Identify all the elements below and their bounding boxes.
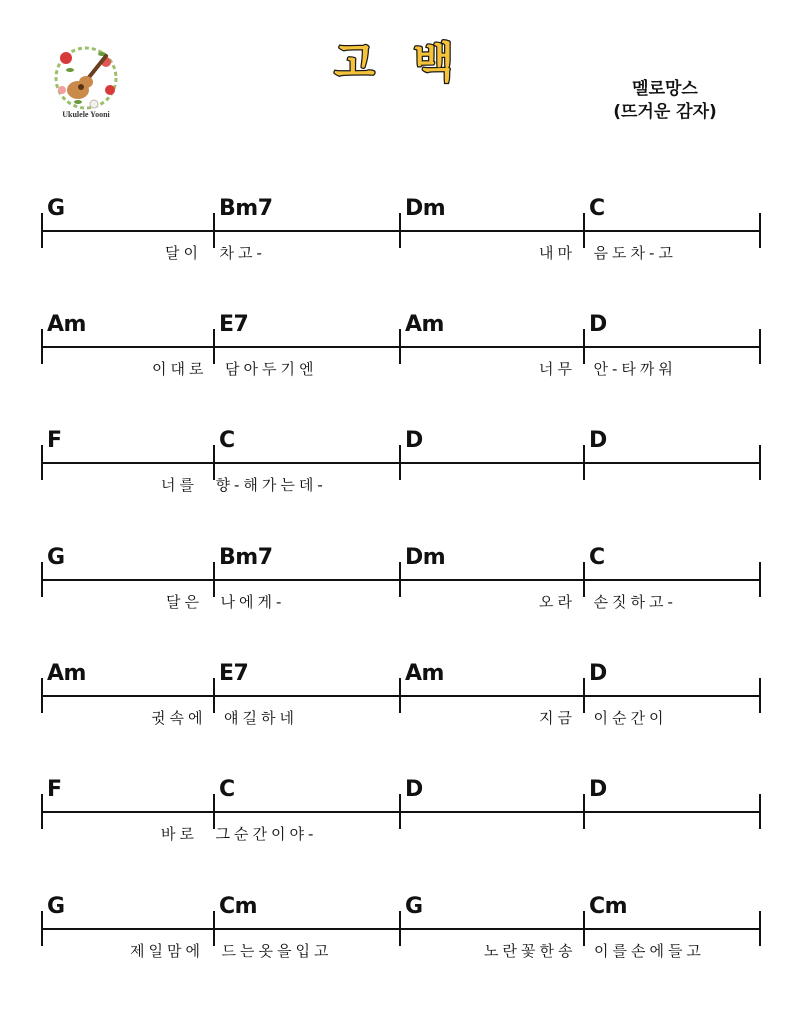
bar-line: [399, 562, 401, 597]
chord-name: C: [219, 777, 235, 802]
chord-name: Am: [405, 312, 444, 337]
chord-row: [0, 661, 800, 755]
bar-line: [399, 213, 401, 248]
bar-line: [759, 213, 761, 248]
bar-line: [399, 329, 401, 364]
original-artist: (뜨거운 감자): [613, 102, 717, 122]
chord-row: [0, 777, 800, 871]
chord-name: E7: [219, 312, 249, 337]
artist-info: [600, 78, 730, 124]
lyric-text: 귓속에 얘길하네: [151, 709, 298, 727]
bar-line: [41, 213, 43, 248]
bar-line: [759, 562, 761, 597]
lyric-text: 오라 손짓하고-: [539, 593, 677, 611]
artist-name: 멜로망스: [632, 79, 698, 99]
chord-name: Am: [47, 661, 86, 686]
chord-row: [0, 894, 800, 988]
chord-name: Dm: [405, 545, 446, 570]
chord-name: D: [589, 661, 607, 686]
lyric-text: 지금 이순간이: [539, 709, 668, 727]
chord-name: Dm: [405, 196, 446, 221]
chord-name: G: [47, 545, 65, 570]
bar-line: [399, 445, 401, 480]
chord-name: Am: [47, 312, 86, 337]
staff-line: [41, 579, 761, 581]
lyric-text: 너를 향-해가는데-: [161, 476, 327, 494]
bar-line: [399, 911, 401, 946]
chord-name: Bm7: [219, 196, 273, 221]
bar-line: [759, 794, 761, 829]
song-title: 고 백: [334, 38, 466, 87]
chord-name: C: [219, 428, 235, 453]
chord-name: Cm: [589, 894, 628, 919]
staff-line: [41, 811, 761, 813]
chord-name: Bm7: [219, 545, 273, 570]
bar-line: [759, 329, 761, 364]
staff-line: [41, 928, 761, 930]
chord-name: F: [47, 777, 62, 802]
lyric-text: 달은 나에게-: [166, 593, 286, 611]
chord-name: D: [405, 428, 423, 453]
chord-name: F: [47, 428, 62, 453]
chord-row: [0, 428, 800, 522]
bar-line: [41, 445, 43, 480]
bar-line: [583, 794, 585, 829]
bar-line: [759, 678, 761, 713]
lyric-text: 내마 음도차-고: [539, 244, 677, 262]
chord-name: G: [405, 894, 423, 919]
chord-name: C: [589, 545, 605, 570]
lyric-text: 제일맘에 드는옷을입고: [130, 942, 333, 960]
bar-line: [41, 329, 43, 364]
lyric-text: 바로 그순간이야-: [161, 825, 318, 843]
bar-line: [41, 562, 43, 597]
chord-row: [0, 196, 800, 290]
logo-caption: Ukulele Yooni: [62, 110, 110, 119]
bar-line: [41, 794, 43, 829]
chord-name: D: [405, 777, 423, 802]
chord-name: Cm: [219, 894, 258, 919]
chord-name: G: [47, 196, 65, 221]
bar-line: [41, 678, 43, 713]
bar-line: [583, 445, 585, 480]
chord-name: D: [589, 777, 607, 802]
bar-line: [41, 911, 43, 946]
bar-line: [759, 911, 761, 946]
chord-name: G: [47, 894, 65, 919]
staff-line: [41, 462, 761, 464]
chord-name: D: [589, 428, 607, 453]
bar-line: [759, 445, 761, 480]
chord-row: [0, 312, 800, 406]
lyric-text: 달이 차고-: [165, 244, 266, 262]
lyric-text: 이대로 담아두기엔: [152, 360, 318, 378]
staff-line: [41, 346, 761, 348]
lyric-text: 노란꽃한송 이를손에들고: [484, 942, 705, 960]
chord-row: [0, 545, 800, 639]
chord-name: C: [589, 196, 605, 221]
chord-name: E7: [219, 661, 249, 686]
staff-line: [41, 695, 761, 697]
bar-line: [399, 794, 401, 829]
bar-line: [399, 678, 401, 713]
lyric-text: 너무 안-타까워: [539, 360, 677, 378]
staff-line: [41, 230, 761, 232]
chord-name: D: [589, 312, 607, 337]
chord-name: Am: [405, 661, 444, 686]
